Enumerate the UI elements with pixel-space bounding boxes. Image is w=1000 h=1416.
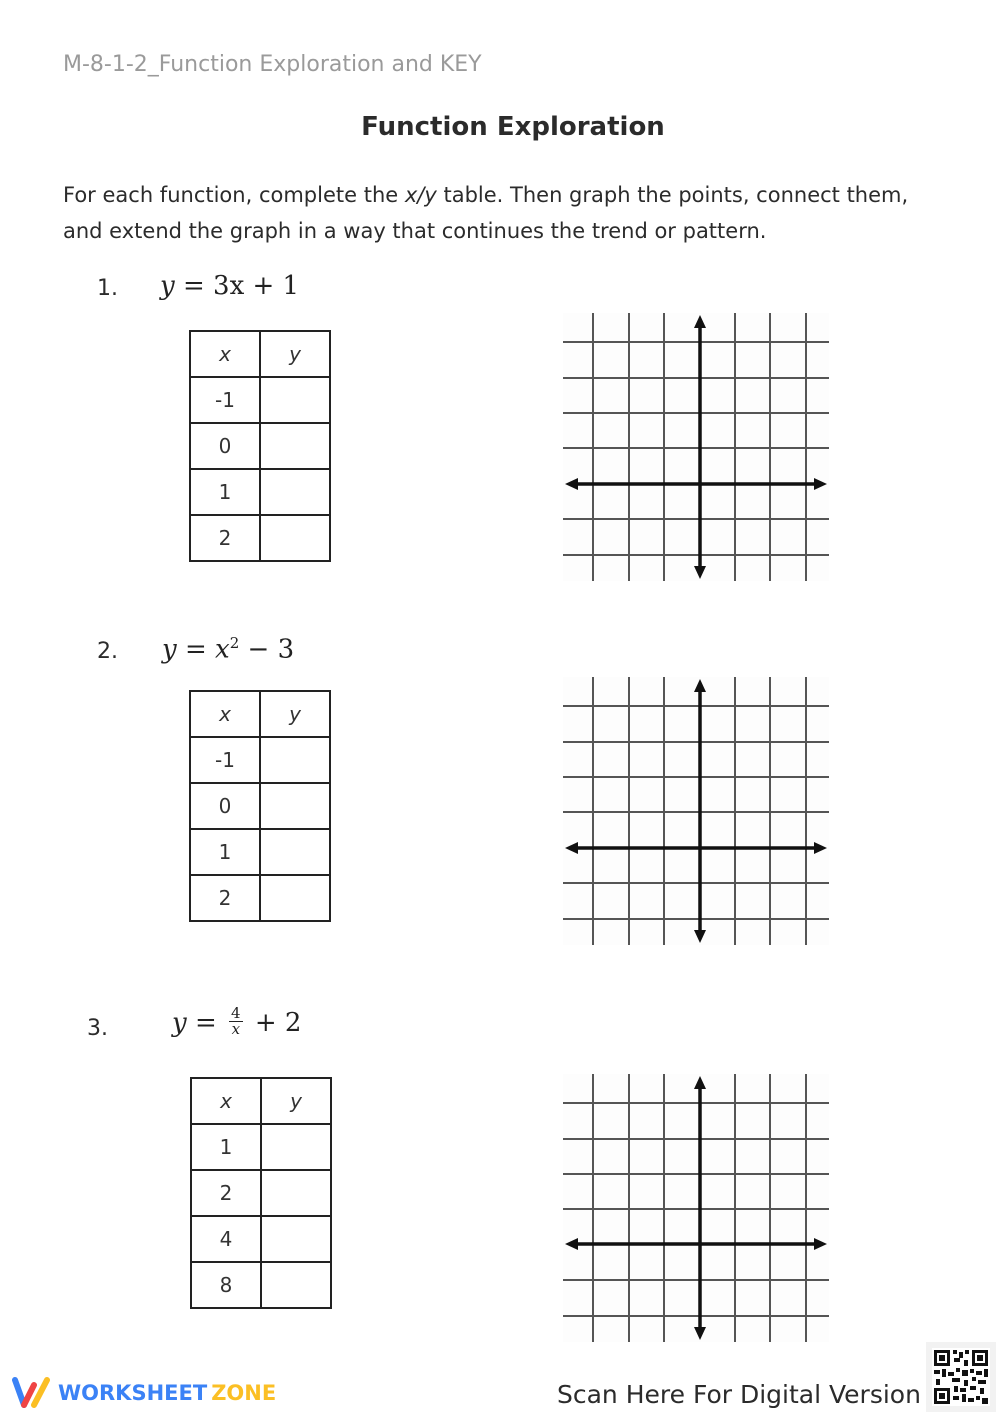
y-input-cell[interactable] xyxy=(260,829,330,875)
y-input-cell[interactable] xyxy=(260,423,330,469)
fraction: $\frac{4}{x}$ xyxy=(231,1003,241,1038)
y-input-cell[interactable] xyxy=(261,1262,331,1308)
document-label: M-8-1-2_Function Exploration and KEY xyxy=(63,52,482,77)
problem-1-number: 1. xyxy=(97,276,118,301)
y-input-cell[interactable] xyxy=(261,1216,331,1262)
coordinate-grid-1[interactable] xyxy=(563,313,829,581)
table-header-x: x xyxy=(190,331,260,377)
table-header-x: x xyxy=(190,691,260,737)
x-cell: 2 xyxy=(190,515,260,561)
x-cell: 1 xyxy=(191,1124,261,1170)
y-input-cell[interactable] xyxy=(260,377,330,423)
problem-2-formula: $y = x^2 - 3$ xyxy=(162,634,295,665)
y-input-cell[interactable] xyxy=(261,1124,331,1170)
coordinate-grid-3[interactable] xyxy=(563,1074,829,1342)
coordinate-grid-2[interactable] xyxy=(563,677,829,945)
table-row xyxy=(191,1262,331,1308)
table-row xyxy=(191,1216,331,1262)
y-input-cell[interactable] xyxy=(260,875,330,921)
problem-1-table xyxy=(189,330,331,562)
y-input-cell[interactable] xyxy=(260,737,330,783)
y-input-cell[interactable] xyxy=(260,783,330,829)
problem-2-number: 2. xyxy=(97,639,118,664)
table-row xyxy=(191,1170,331,1216)
problem-3-table xyxy=(190,1077,332,1309)
logo-text: WORKSHEET ZONE xyxy=(58,1381,277,1405)
x-cell: -1 xyxy=(190,377,260,423)
x-cell: 2 xyxy=(190,875,260,921)
grid-1-svg xyxy=(563,313,829,581)
table-header-x: x xyxy=(191,1078,261,1124)
x-cell: 1 xyxy=(190,829,260,875)
problem-3-formula: y = $\frac{4}{x}$ + 2 xyxy=(172,1003,302,1038)
problem-1-formula: y = 3x + 1 xyxy=(160,271,300,301)
y-input-cell[interactable] xyxy=(260,515,330,561)
table-row xyxy=(190,875,330,921)
y-input-cell[interactable] xyxy=(261,1170,331,1216)
table-row xyxy=(191,1124,331,1170)
table-row xyxy=(190,377,330,423)
x-cell: 0 xyxy=(190,783,260,829)
scan-text: Scan Here For Digital Version xyxy=(557,1380,921,1409)
qr-code-icon[interactable] xyxy=(926,1342,996,1412)
table-row xyxy=(190,783,330,829)
worksheetzone-logo[interactable] xyxy=(10,1376,276,1410)
table-header-y: y xyxy=(261,1078,331,1124)
instructions: For each function, complete the x/y table. Then graph the points, connect them, and extend the graph in a way that continues the trend or pattern. xyxy=(63,183,909,243)
x-cell: 4 xyxy=(191,1216,261,1262)
table-row xyxy=(190,829,330,875)
table-row xyxy=(190,737,330,783)
problem-2-table xyxy=(189,690,331,922)
page-title: Function Exploration xyxy=(361,112,665,142)
qr-code-svg xyxy=(926,1342,996,1412)
grid-3-svg xyxy=(563,1074,829,1342)
x-cell: 1 xyxy=(190,469,260,515)
x-cell: 2 xyxy=(191,1170,261,1216)
table-row xyxy=(190,515,330,561)
table-row xyxy=(190,469,330,515)
problem-3-number: 3. xyxy=(87,1016,108,1041)
x-cell: 0 xyxy=(190,423,260,469)
x-cell: 8 xyxy=(191,1262,261,1308)
table-row xyxy=(190,423,330,469)
y-input-cell[interactable] xyxy=(260,469,330,515)
x-cell: -1 xyxy=(190,737,260,783)
table-header-y: y xyxy=(260,331,330,377)
grid-2-svg xyxy=(563,677,829,945)
table-header-y: y xyxy=(260,691,330,737)
logo-w-icon xyxy=(10,1376,52,1410)
